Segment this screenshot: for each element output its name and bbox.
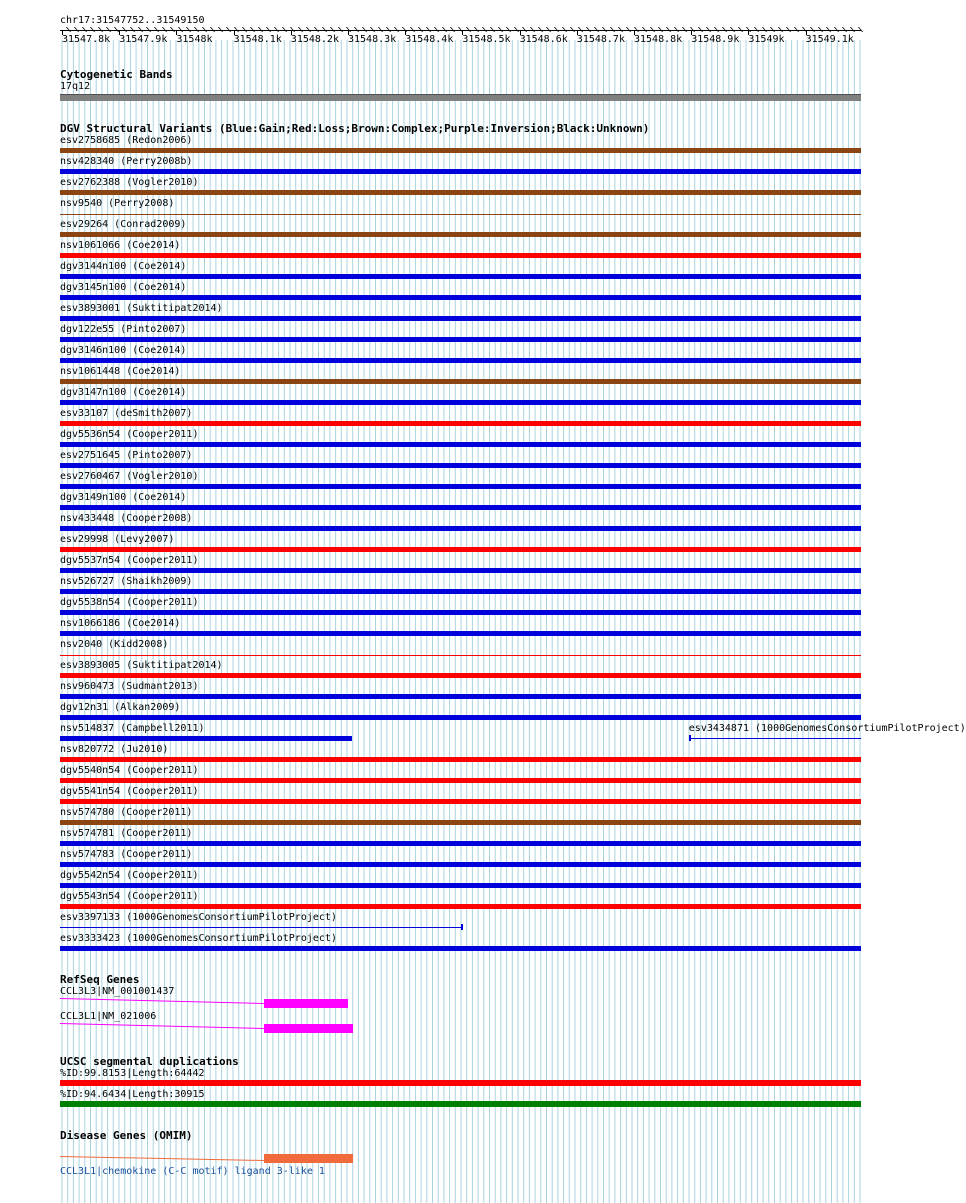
dgv-variant-label: nsv428340 (Perry2008b) (60, 156, 193, 167)
dgv-variant-label: dgv122e55 (Pinto2007) (60, 324, 187, 335)
omim-title: Disease Genes (OMIM) (60, 1129, 193, 1142)
cytoband-label: 17q12 (60, 81, 91, 92)
omim-gene-exon[interactable] (264, 1154, 353, 1163)
dgv-variant-label: dgv3145n100 (Coe2014) (60, 282, 187, 293)
dgv-variant-bar[interactable] (60, 715, 861, 720)
dgv-variant-label: dgv5538n54 (Cooper2011) (60, 597, 199, 608)
dgv-variant-bar[interactable] (60, 190, 861, 195)
dgv-variant-label: nsv574780 (Cooper2011) (60, 807, 193, 818)
dgv-variant-label: dgv5542n54 (Cooper2011) (60, 870, 199, 881)
ruler-tick-label: 31548.8k (634, 34, 683, 45)
dgv-variant-bar[interactable] (60, 589, 861, 594)
dgv-variant-label: esv3434871 (1000GenomesConsortiumPilotProject) (688, 723, 966, 734)
cytoband-bar[interactable] (60, 94, 861, 101)
dgv-variant-bar[interactable] (60, 736, 352, 741)
dgv-variant-label: nsv433448 (Cooper2008) (60, 513, 193, 524)
dgv-variant-label: nsv1061448 (Coe2014) (60, 366, 181, 377)
dgv-variant-label: nsv1066186 (Coe2014) (60, 618, 181, 629)
dgv-variant-label: dgv12n31 (Alkan2009) (60, 702, 181, 713)
dgv-title: DGV Structural Variants (Blue:Gain;Red:Loss;Brown:Complex;Purple:Inversion;Black:Unknown) (60, 122, 650, 135)
dgv-variant-bar[interactable] (60, 694, 861, 699)
dgv-variant-label: nsv574783 (Cooper2011) (60, 849, 193, 860)
dgv-variant-label: dgv5541n54 (Cooper2011) (60, 786, 199, 797)
dgv-variant-label: nsv820772 (Ju2010) (60, 744, 169, 755)
dgv-variant-bar[interactable] (60, 655, 861, 656)
dgv-variant-label: dgv3144n100 (Coe2014) (60, 261, 187, 272)
dgv-variant-bar[interactable] (60, 946, 861, 951)
dgv-variant-bar[interactable] (60, 757, 861, 762)
dgv-variant-bar[interactable] (60, 316, 861, 321)
dgv-variant-label: nsv9540 (Perry2008) (60, 198, 175, 209)
dgv-variant-label: nsv2040 (Kidd2008) (60, 639, 169, 650)
dgv-variant-label: esv2762388 (Vogler2010) (60, 177, 199, 188)
omim-gene-label[interactable]: CCL3L1|chemokine (C-C motif) ligand 3-like 1 (60, 1166, 325, 1177)
dgv-variant-bar[interactable] (60, 148, 861, 153)
dgv-variant-end-cap (461, 924, 463, 930)
dgv-variant-label: dgv5536n54 (Cooper2011) (60, 429, 199, 440)
dgv-variant-bar[interactable] (60, 232, 861, 237)
refseq-title: RefSeq Genes (60, 973, 140, 986)
dgv-variant-bar[interactable] (60, 214, 861, 215)
dgv-variant-bar[interactable] (60, 463, 861, 468)
dgv-variant-bar[interactable] (60, 927, 461, 928)
dgv-variant-label: esv2758685 (Redon2006) (60, 135, 193, 146)
ruler-tick-label: 31548.3k (348, 34, 397, 45)
refseq-gene-label: CCL3L3|NM_001001437 (60, 986, 175, 997)
refseq-gene-label: CCL3L1|NM_021006 (60, 1011, 157, 1022)
segdup-title: UCSC segmental duplications (60, 1055, 239, 1068)
ruler-tick-label: 31548k (176, 34, 213, 45)
ruler-tick-label: 31548.4k (405, 34, 454, 45)
segdup-label: %ID:99.8153|Length:64442 (60, 1068, 205, 1079)
dgv-variant-label: nsv526727 (Shaikh2009) (60, 576, 193, 587)
dgv-variant-bar[interactable] (689, 738, 861, 739)
dgv-variant-label: esv3397133 (1000GenomesConsortiumPilotProject) (60, 912, 337, 923)
refseq-gene-exon[interactable] (264, 999, 348, 1008)
dgv-variant-label: esv29264 (Conrad2009) (60, 219, 187, 230)
segdup-label: %ID:94.6434|Length:30915 (60, 1089, 205, 1100)
dgv-variant-label: dgv3147n100 (Coe2014) (60, 387, 187, 398)
dgv-variant-label: nsv960473 (Sudmant2013) (60, 681, 199, 692)
dgv-variant-bar[interactable] (60, 358, 861, 363)
ruler-tick-label: 31548.5k (462, 34, 511, 45)
dgv-variant-label: esv2751645 (Pinto2007) (60, 450, 193, 461)
dgv-variant-label: dgv3149n100 (Coe2014) (60, 492, 187, 503)
dgv-variant-bar[interactable] (60, 274, 861, 279)
dgv-variant-label: esv33107 (deSmith2007) (60, 408, 193, 419)
ruler-tick-label: 31548.6k (519, 34, 568, 45)
dgv-variant-label: nsv1061066 (Coe2014) (60, 240, 181, 251)
dgv-variant-bar[interactable] (60, 484, 861, 489)
dgv-variant-bar[interactable] (60, 295, 861, 300)
ruler-tick-label: 31548.7k (576, 34, 625, 45)
dgv-variant-bar[interactable] (60, 673, 861, 678)
dgv-variant-bar[interactable] (60, 820, 861, 825)
dgv-variant-bar[interactable] (60, 337, 861, 342)
dgv-variant-label: esv29998 (Levy2007) (60, 534, 175, 545)
dgv-variant-bar[interactable] (60, 421, 861, 426)
ruler-tick-label: 31548.9k (691, 34, 740, 45)
ruler-tick-label: 31548.1k (233, 34, 282, 45)
dgv-variant-bar[interactable] (60, 253, 861, 258)
dgv-variant-bar[interactable] (60, 904, 861, 909)
dgv-variant-label: esv2760467 (Vogler2010) (60, 471, 199, 482)
ruler-tick-label: 31549.1k (805, 34, 854, 45)
location-label: chr17:31547752..31549150 (60, 15, 205, 26)
dgv-variant-bar[interactable] (60, 568, 861, 573)
dgv-variant-label: nsv574781 (Cooper2011) (60, 828, 193, 839)
dgv-variant-label: dgv5543n54 (Cooper2011) (60, 891, 199, 902)
dgv-variant-bar[interactable] (60, 862, 861, 867)
dgv-variant-label: dgv5537n54 (Cooper2011) (60, 555, 199, 566)
dgv-variant-bar[interactable] (60, 400, 861, 405)
dgv-variant-label: esv3893001 (Suktitipat2014) (60, 303, 223, 314)
dgv-variant-label: dgv5540n54 (Cooper2011) (60, 765, 199, 776)
dgv-variant-bar[interactable] (60, 169, 861, 174)
dgv-variant-bar[interactable] (60, 778, 861, 783)
cytoband-title: Cytogenetic Bands (60, 68, 173, 81)
dgv-variant-bar[interactable] (60, 883, 861, 888)
dgv-variant-bar[interactable] (60, 547, 861, 552)
refseq-gene-exon[interactable] (264, 1024, 353, 1033)
dgv-variant-label: nsv514837 (Campbell2011) (60, 723, 205, 734)
dgv-variant-bar[interactable] (60, 610, 861, 615)
ruler-tick-label: 31549k (748, 34, 785, 45)
dgv-variant-label: dgv3146n100 (Coe2014) (60, 345, 187, 356)
segdup-bar[interactable] (60, 1080, 861, 1086)
dgv-variant-bar[interactable] (60, 379, 861, 384)
dgv-variant-bar[interactable] (60, 442, 861, 447)
dgv-variant-bar[interactable] (60, 799, 861, 804)
segdup-bar[interactable] (60, 1101, 861, 1107)
dgv-variant-label: esv3893005 (Suktitipat2014) (60, 660, 223, 671)
dgv-variant-bar[interactable] (60, 526, 861, 531)
dgv-variant-label: esv3333423 (1000GenomesConsortiumPilotProject) (60, 933, 337, 944)
ruler-tick-label: 31547.8k (62, 34, 111, 45)
dgv-variant-bar[interactable] (60, 841, 861, 846)
dgv-variant-end-cap (689, 735, 691, 741)
dgv-variant-bar[interactable] (60, 505, 861, 510)
ruler-tick-label: 31548.2k (290, 34, 339, 45)
dgv-variant-bar[interactable] (60, 631, 861, 636)
ruler-tick-label: 31547.9k (119, 34, 168, 45)
